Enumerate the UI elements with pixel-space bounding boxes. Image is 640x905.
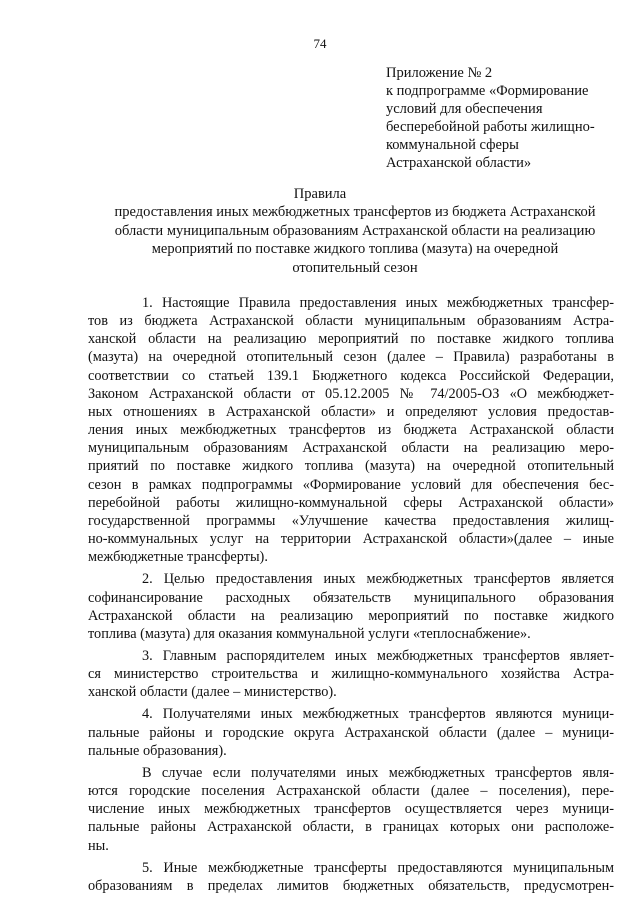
text-line: пальные районы и городские округа Астраханской области (далее – муници- [88, 724, 614, 741]
text-line: пальные образования). [88, 742, 227, 759]
page-number: 74 [313, 36, 327, 51]
text-line: приятий по поставке жидкого топлива (мазута) на очередной отопительный [88, 458, 614, 475]
text-line: Законом Астраханской области от 05.12.2005 № 74/2005-ОЗ «О межбюджет- [88, 385, 614, 402]
document-title: Правила [293, 186, 347, 202]
text-line: муниципальным образованиям Астраханской области на реализацию меро- [88, 440, 614, 457]
text-line: 1. Настоящие Правила предоставления иных межбюджетных трансфер- [142, 295, 614, 311]
paragraph-1 [88, 294, 614, 566]
appendix-line: бесперебойной работы жилищно- [386, 119, 595, 135]
text-line: Астраханской области на реализацию мероприятий по поставке жидкого [88, 607, 614, 624]
text-line: перебойной работы жилищно-коммунальной сферы Астраханской области» [88, 494, 614, 511]
text-line: ны. [88, 837, 109, 854]
appendix-header [386, 64, 616, 172]
subtitle-line: мероприятий по поставке жидкого топлива (мазута) на очередной [151, 241, 559, 257]
appendix-line: условий для обеспечения [386, 101, 543, 117]
text-line: соответствии со статьей 139.1 Бюджетного кодекса Российской Федерации, [88, 367, 614, 384]
text-line: ных отношениях в Астраханской области» и определяют условия предостав- [88, 403, 614, 420]
paragraph-3 [88, 647, 614, 701]
text-line: ханской области (далее – министерство). [88, 684, 337, 701]
subtitle-line: области муниципальным образованиям Астраханской области на реализацию [114, 222, 596, 239]
subtitle-line: отопительный сезон [292, 259, 418, 276]
text-line: (мазута) на очередной отопительный сезон (далее – Правила) разработаны в [88, 349, 614, 366]
text-line: государственной программы «Улучшение качества предоставления жилищ- [88, 512, 614, 529]
text-line: 3. Главным распорядителем иных межбюджетных трансфертов являет- [142, 647, 614, 664]
text-line: сезон в рамках подпрограммы «Формирование условий для обеспечения бес- [88, 476, 614, 493]
paragraph-2 [88, 570, 614, 643]
text-line: образованиям в пределах лимитов бюджетных обязательств, предусмотрен- [88, 877, 614, 894]
subtitle-line: предоставления иных межбюджетных трансфертов из бюджета Астраханской [114, 204, 596, 220]
text-line: тов из бюджета Астраханской области муниципальным образованиям Астра- [88, 313, 614, 330]
text-line: 2. Целью предоставления иных межбюджетных трансфертов является [142, 571, 614, 588]
appendix-line: коммунальной сферы [386, 137, 519, 153]
appendix-line: Астраханской области» [386, 155, 532, 171]
paragraph-5 [88, 859, 614, 895]
text-line: ления иных межбюджетных трансфертов из бюджета Астраханской области [88, 422, 614, 439]
appendix-line: к подпрограмме «Формирование [386, 83, 589, 99]
paragraph-4 [88, 705, 614, 759]
text-line: числение иных межбюджетных трансфертов осуществляется через муници- [88, 801, 614, 818]
paragraph-4-continued [88, 764, 614, 855]
text-line: пальные районы Астраханской области, в границах которых они расположе- [88, 819, 614, 836]
text-line: ся министерство строительства и жилищно-коммунального хозяйства Астра- [88, 666, 614, 683]
document-body [88, 294, 614, 896]
text-line: межбюджетные трансферты). [88, 549, 268, 566]
text-line: 5. Иные межбюджетные трансферты предоставляются муниципальным [142, 859, 614, 876]
appendix-line: Приложение № 2 [386, 65, 493, 81]
text-line: ханской области на реализацию мероприятий по поставке жидкого топлива [88, 331, 614, 348]
text-line: софинансирование расходных обязательств муниципального образования [88, 589, 614, 606]
text-line: 4. Получателями иных межбюджетных трансфертов являются муници- [142, 706, 614, 723]
text-line: топлива (мазута) для оказания коммунальной услуги «теплоснабжение». [88, 625, 531, 642]
text-line: В случае если получателями иных межбюджетных трансфертов явля- [142, 764, 614, 781]
document-subtitle [95, 203, 615, 277]
text-line: ются городские поселения Астраханской области (далее – поселения), пере- [88, 783, 614, 800]
text-line: но-коммунальных услуг на территории Астраханской области»(далее – иные [88, 531, 614, 548]
